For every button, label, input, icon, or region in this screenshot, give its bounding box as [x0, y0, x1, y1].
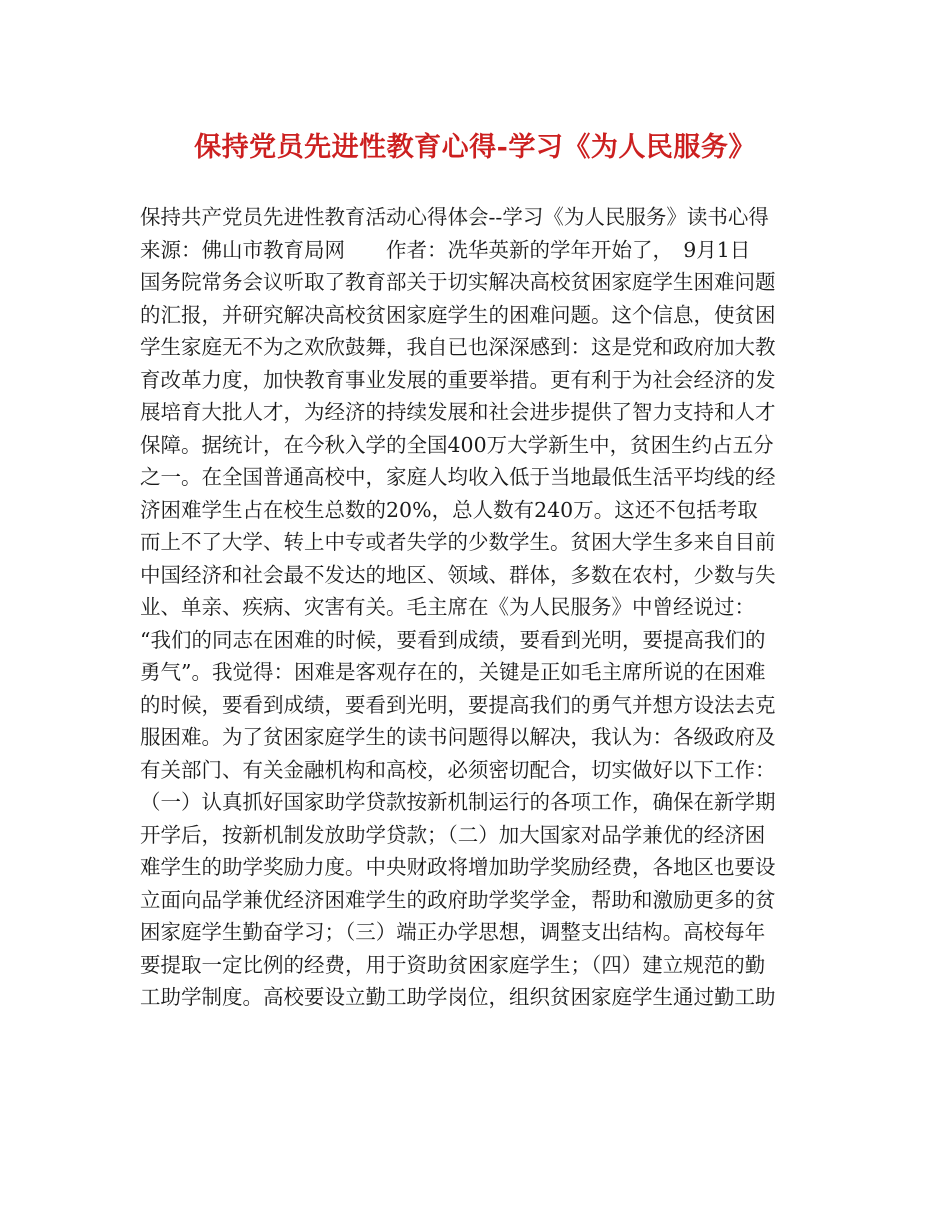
body-line: 立面向品学兼优经济困难学生的政府助学奖学金，帮助和激励更多的贫	[140, 887, 776, 912]
body-line: 困家庭学生勤奋学习；（三）端正办学思想，调整支出结构。高校每年	[140, 920, 766, 944]
body-line: 工助学制度。高校要设立勤工助学岗位，组织贫困家庭学生通过勤工助	[140, 985, 776, 1009]
body-line: 的汇报，并研究解决高校贫困家庭学生的困难问题。这个信息，使贫困	[140, 302, 776, 327]
body-line: （一）认真抓好国家助学贷款按新机制运行的各项工作，确保在新学期	[140, 790, 776, 814]
document-title: 保持党员先进性教育心得-学习《为人民服务》	[194, 132, 756, 163]
body-line: 保持共产党员先进性教育活动心得体会--学习《为人民服务》读书心得	[140, 205, 769, 229]
body-line: 的时候，要看到成绩，要看到光明，要提高我们的勇气并想方设法去克	[140, 692, 776, 717]
body-line: 有关部门、有关金融机构和高校，必须密切配合，切实做好以下工作：	[140, 757, 776, 782]
body-line: 育改革力度，加快教育事业发展的重要举措。更有利于为社会经济的发	[140, 367, 776, 392]
body-line: 之一。在全国普通高校中，家庭人均收入低于当地最低生活平均线的经	[140, 465, 776, 489]
body-line: 要提取一定比例的经费，用于资助贫困家庭学生；（四）建立规范的勤	[140, 952, 766, 977]
body-line: 保障。据统计，在今秋入学的全国400万大学新生中，贫困生约占五分	[140, 432, 774, 457]
body-line: 展培育大批人才，为经济的持续发展和社会进步提供了智力支持和人才	[140, 400, 776, 424]
body-line: 济困难学生占在校生总数的20%，总人数有240万。这还不包括考取	[140, 497, 758, 522]
body-line: 而上不了大学、转上中专或者失学的少数学生。贫困大学生多来自目前	[140, 530, 776, 554]
body-line: 国务院常务会议听取了教育部关于切实解决高校贫困家庭学生困难问题	[140, 270, 776, 294]
body-line: 勇气”。我觉得：困难是客观存在的，关键是正如毛主席所说的在困难	[140, 660, 766, 684]
body-line: “我们的同志在困难的时候，要看到成绩，要看到光明，要提高我们的	[140, 627, 766, 652]
body-line: 难学生的助学奖励力度。中央财政将增加助学奖励经费，各地区也要设	[140, 855, 776, 879]
body-line: 来源：佛山市教育局网 作者：冼华英新的学年开始了， 9月1日	[140, 237, 751, 262]
body-line: 学生家庭无不为之欢欣鼓舞，我自已也深深感到：这是党和政府加大教	[140, 335, 776, 359]
document-body	[140, 201, 820, 1014]
body-line: 服困难。为了贫困家庭学生的读书问题得以解决，我认为：各级政府及	[140, 725, 776, 749]
body-line: 中国经济和社会最不发达的地区、领域、群体，多数在农村，少数与失	[140, 562, 776, 587]
body-line: 开学后，按新机制发放助学贷款；（二）加大国家对品学兼优的经济困	[140, 822, 766, 847]
body-line: 业、单亲、疾病、灾害有关。毛主席在《为人民服务》中曾经说过：	[140, 595, 755, 619]
